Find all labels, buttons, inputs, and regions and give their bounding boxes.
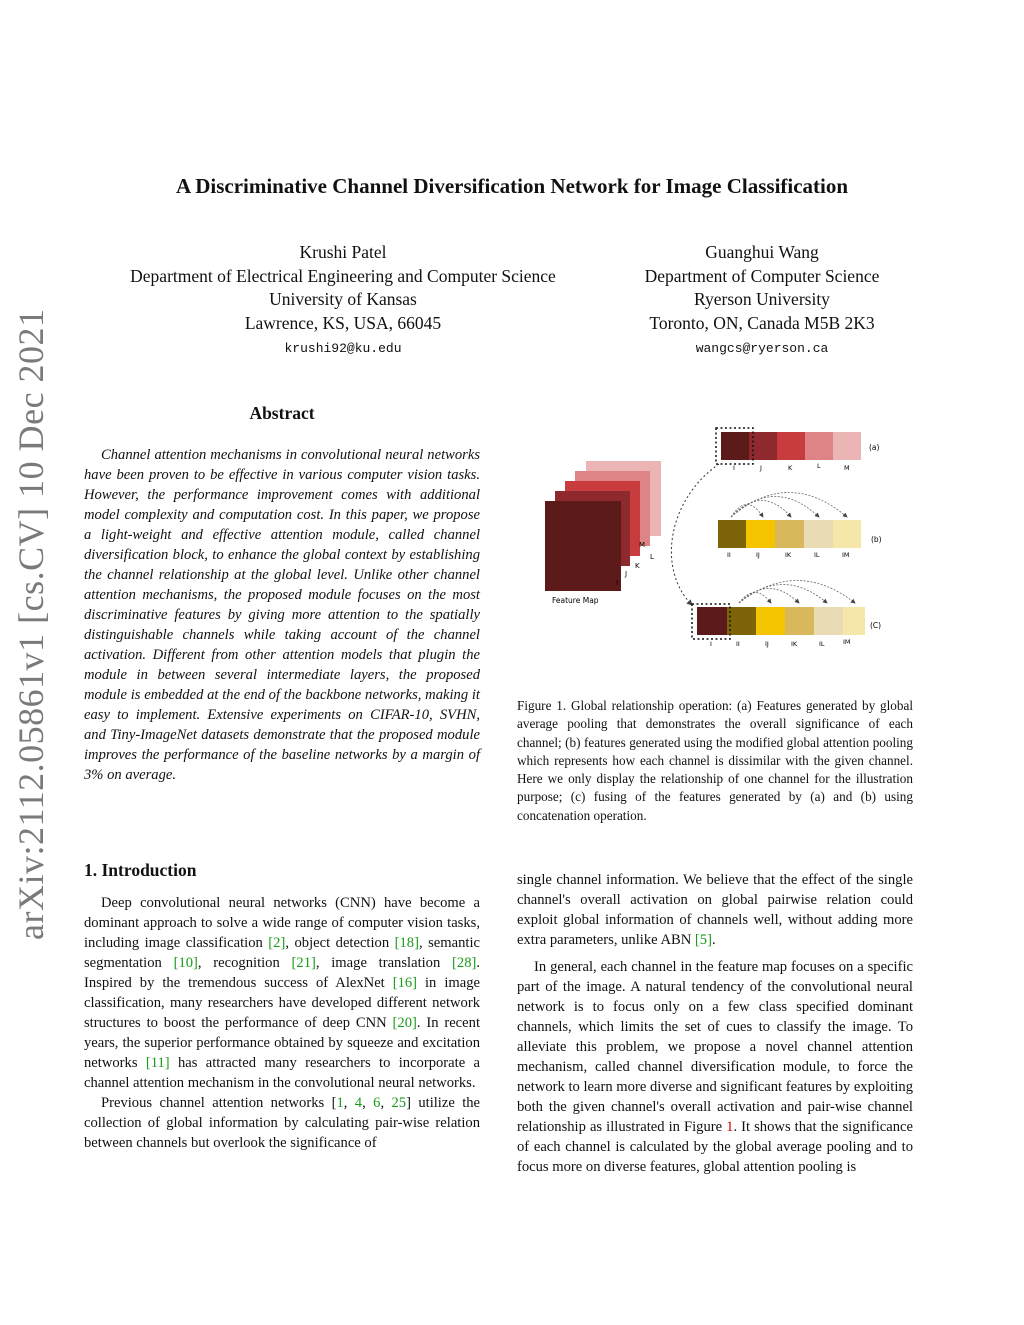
row-c-cell (727, 607, 756, 635)
row-a-label: I (733, 464, 735, 472)
row-b-cell (775, 520, 804, 548)
author-dept: Department of Electrical Engineering and Computer Science (130, 265, 556, 286)
stack-label: J (625, 570, 628, 578)
intro-paragraph-1: Deep convolutional neural networks (CNN) have become a dominant approach to solve a wide range of computer vision tasks, including image classification [2], object detection [18], semantic segmentation [10], recognition [21], image translation [28]. Inspired by the tremendous success of AlexNet [16] in image classification, many researchers have developed different network structures to boost the performance of deep CNN [20]. In recent years, the superior performance obtained by squeeze and excitation networks [11] has attracted many researchers to incorporate a channel attention mechanism in the convolutional neural networks. (84, 895, 481, 1091)
row-c-cell (697, 607, 727, 635)
row-c (692, 604, 881, 648)
row-c-label: IL (819, 640, 825, 648)
row-c-label: I (710, 640, 712, 648)
author-email[interactable]: wangcs@ryerson.ca (695, 341, 829, 356)
figure-1-caption (517, 697, 913, 825)
row-b-cell (833, 520, 861, 548)
intro-paragraph-4: In general, each channel in the feature map focuses on a specific part of the image. A natural tendency of the convolutional neural network is to focus only on a few class specified dominant channels, which limits the set of cues to classify the image. To alleviate this problem, we propose a novel channel attention mechanism, called channel diversification module, to force the network to learn more diverse and significant features by exploiting both the given channel's overall activation and pair-wise channel relationship as illustrated in Figure 1. It shows that the significance of each channel is calculated by the global average pooling and to focus more on diverse features, global attention pooling is (517, 959, 913, 1175)
abstract-text: Channel attention mechanisms in convolutional neural networks have been proven to be effective in various computer vision tasks. However, the performance improvement comes with additional model complexity and computation cost. In this paper, we propose a light-weight and effective attention module, called channel diversification block, to enhance the global context by establishing the channel relationship at the global level. Unlike other channel attention mechanisms, the proposed module focuses on the most discriminative features by giving more attention to the spatially distinguishable channels while taking account of the channel activation. Different from other attention models that plugin the module in between several intermediate layers, the proposed module is embedded at the end of the backbone networks, making it easy to implement. Extensive experiments on CIFAR-10, SVHN, and Tiny-ImageNet datasets demonstrate that the proposed module improves the performance of the baseline networks by a margin of 3% on average. (84, 447, 480, 783)
row-b-cell (718, 520, 746, 548)
stack-label: I (616, 579, 619, 587)
feature-map-layer-i (545, 501, 621, 591)
row-a (716, 428, 880, 472)
selection-path (671, 464, 719, 605)
row-a-cell (833, 432, 861, 460)
row-c-cell (843, 607, 865, 635)
citation-link[interactable]: [11] (145, 1055, 170, 1071)
citation-link[interactable]: 1 (336, 1095, 344, 1111)
author-name: Krushi Patel (299, 242, 387, 262)
row-a-label: K (788, 464, 793, 472)
row-b-label: IL (814, 551, 820, 559)
row-b-label: IJ (756, 551, 760, 559)
feature-map-label: Feature Map (552, 596, 599, 605)
intro-paragraph-2: Previous channel attention networks [1, 4, 6, 25] utilize the collection of global information by calculating pair-wise relation between channels but overlook the significance of (84, 1095, 481, 1151)
citation-link[interactable]: [5] (694, 932, 712, 948)
stack-label: K (635, 562, 640, 570)
author-institution: University of Kansas (269, 289, 417, 309)
stack-label: L (650, 553, 654, 561)
stack-label: M (639, 541, 646, 549)
row-a-label: L (817, 462, 821, 470)
intro-heading: 1. Introduction (84, 860, 197, 880)
figure-link[interactable]: 1 (726, 1119, 734, 1135)
row-c-cell (785, 607, 814, 635)
row-c-label: IK (791, 640, 798, 648)
citation-link[interactable]: 4 (354, 1095, 363, 1111)
row-b-arcs (731, 493, 847, 518)
row-c-label: II (736, 640, 740, 648)
row-b-tag: (b) (871, 535, 882, 544)
citation-link[interactable]: [16] (392, 975, 418, 991)
row-a-cell (721, 432, 749, 460)
caption-text: Figure 1. Global relationship operation: (a) Features generated by global average pooling that demonstrates the overall significance of each channel; (b) features generated using the modified global attention pooling which represents how each channel is dissimilar with the given channel. Here we only display the relationship of one channel for the illustration purpose; (c) fusing of the features generated by (a) and (b) using concatenation operation. (517, 698, 913, 823)
citation-link[interactable]: 25 (391, 1095, 407, 1111)
citation-link[interactable]: [10] (173, 955, 198, 971)
row-b-label: IK (785, 551, 792, 559)
row-b-cell (804, 520, 833, 548)
row-b (718, 520, 882, 559)
abstract-body (84, 445, 480, 785)
abstract-heading: Abstract (249, 403, 315, 423)
intro-paragraph-3: single channel information. We believe that the effect of the single channel's overall activation on global pairwise relation could exploit global information of channels well, without adding more extra parameters, unlike ABN [5]. (517, 872, 913, 948)
figure-1-diagram (517, 420, 913, 660)
citation-link[interactable]: [18] (394, 935, 419, 951)
citation-link[interactable]: [21] (291, 955, 316, 971)
row-a-label: J (760, 464, 762, 472)
row-c-label: IJ (765, 640, 769, 648)
author-name: Guanghui Wang (705, 242, 819, 262)
paper-title: A Discriminative Channel Diversification Network for Image Classification (175, 174, 849, 198)
arxiv-stamp: arXiv:2112.05861v1 [cs.CV] 10 Dec 2021 (11, 308, 51, 940)
author-block-1 (84, 241, 602, 361)
row-c-arcs (739, 581, 855, 604)
citation-link[interactable]: [20] (392, 1015, 417, 1031)
row-c-label: IM (843, 638, 851, 646)
row-b-cell (746, 520, 775, 548)
citation-link[interactable]: [28] (452, 955, 477, 971)
row-b-label: IM (842, 551, 850, 559)
row-c-tag: (C) (870, 621, 882, 630)
row-b-label: II (727, 551, 731, 559)
row-a-label: M (844, 464, 850, 472)
row-a-cell (805, 432, 833, 460)
row-a-tag: (a) (869, 443, 880, 452)
author-dept: Department of Computer Science (644, 265, 880, 286)
row-c-cell (756, 607, 785, 635)
right-column-text (517, 870, 913, 1177)
row-c-cell (814, 607, 843, 635)
left-column-text (84, 893, 480, 1153)
author-address: Lawrence, KS, USA, 66045 (244, 312, 442, 333)
citation-link[interactable]: [2] (268, 935, 286, 951)
author-email[interactable]: krushi92@ku.edu (284, 341, 402, 356)
author-address: Toronto, ON, Canada M5B 2K3 (649, 312, 875, 333)
author-block-2 (610, 241, 914, 361)
row-a-cell (777, 432, 805, 460)
citation-link[interactable]: 6 (373, 1095, 381, 1111)
author-institution: Ryerson University (694, 289, 830, 309)
